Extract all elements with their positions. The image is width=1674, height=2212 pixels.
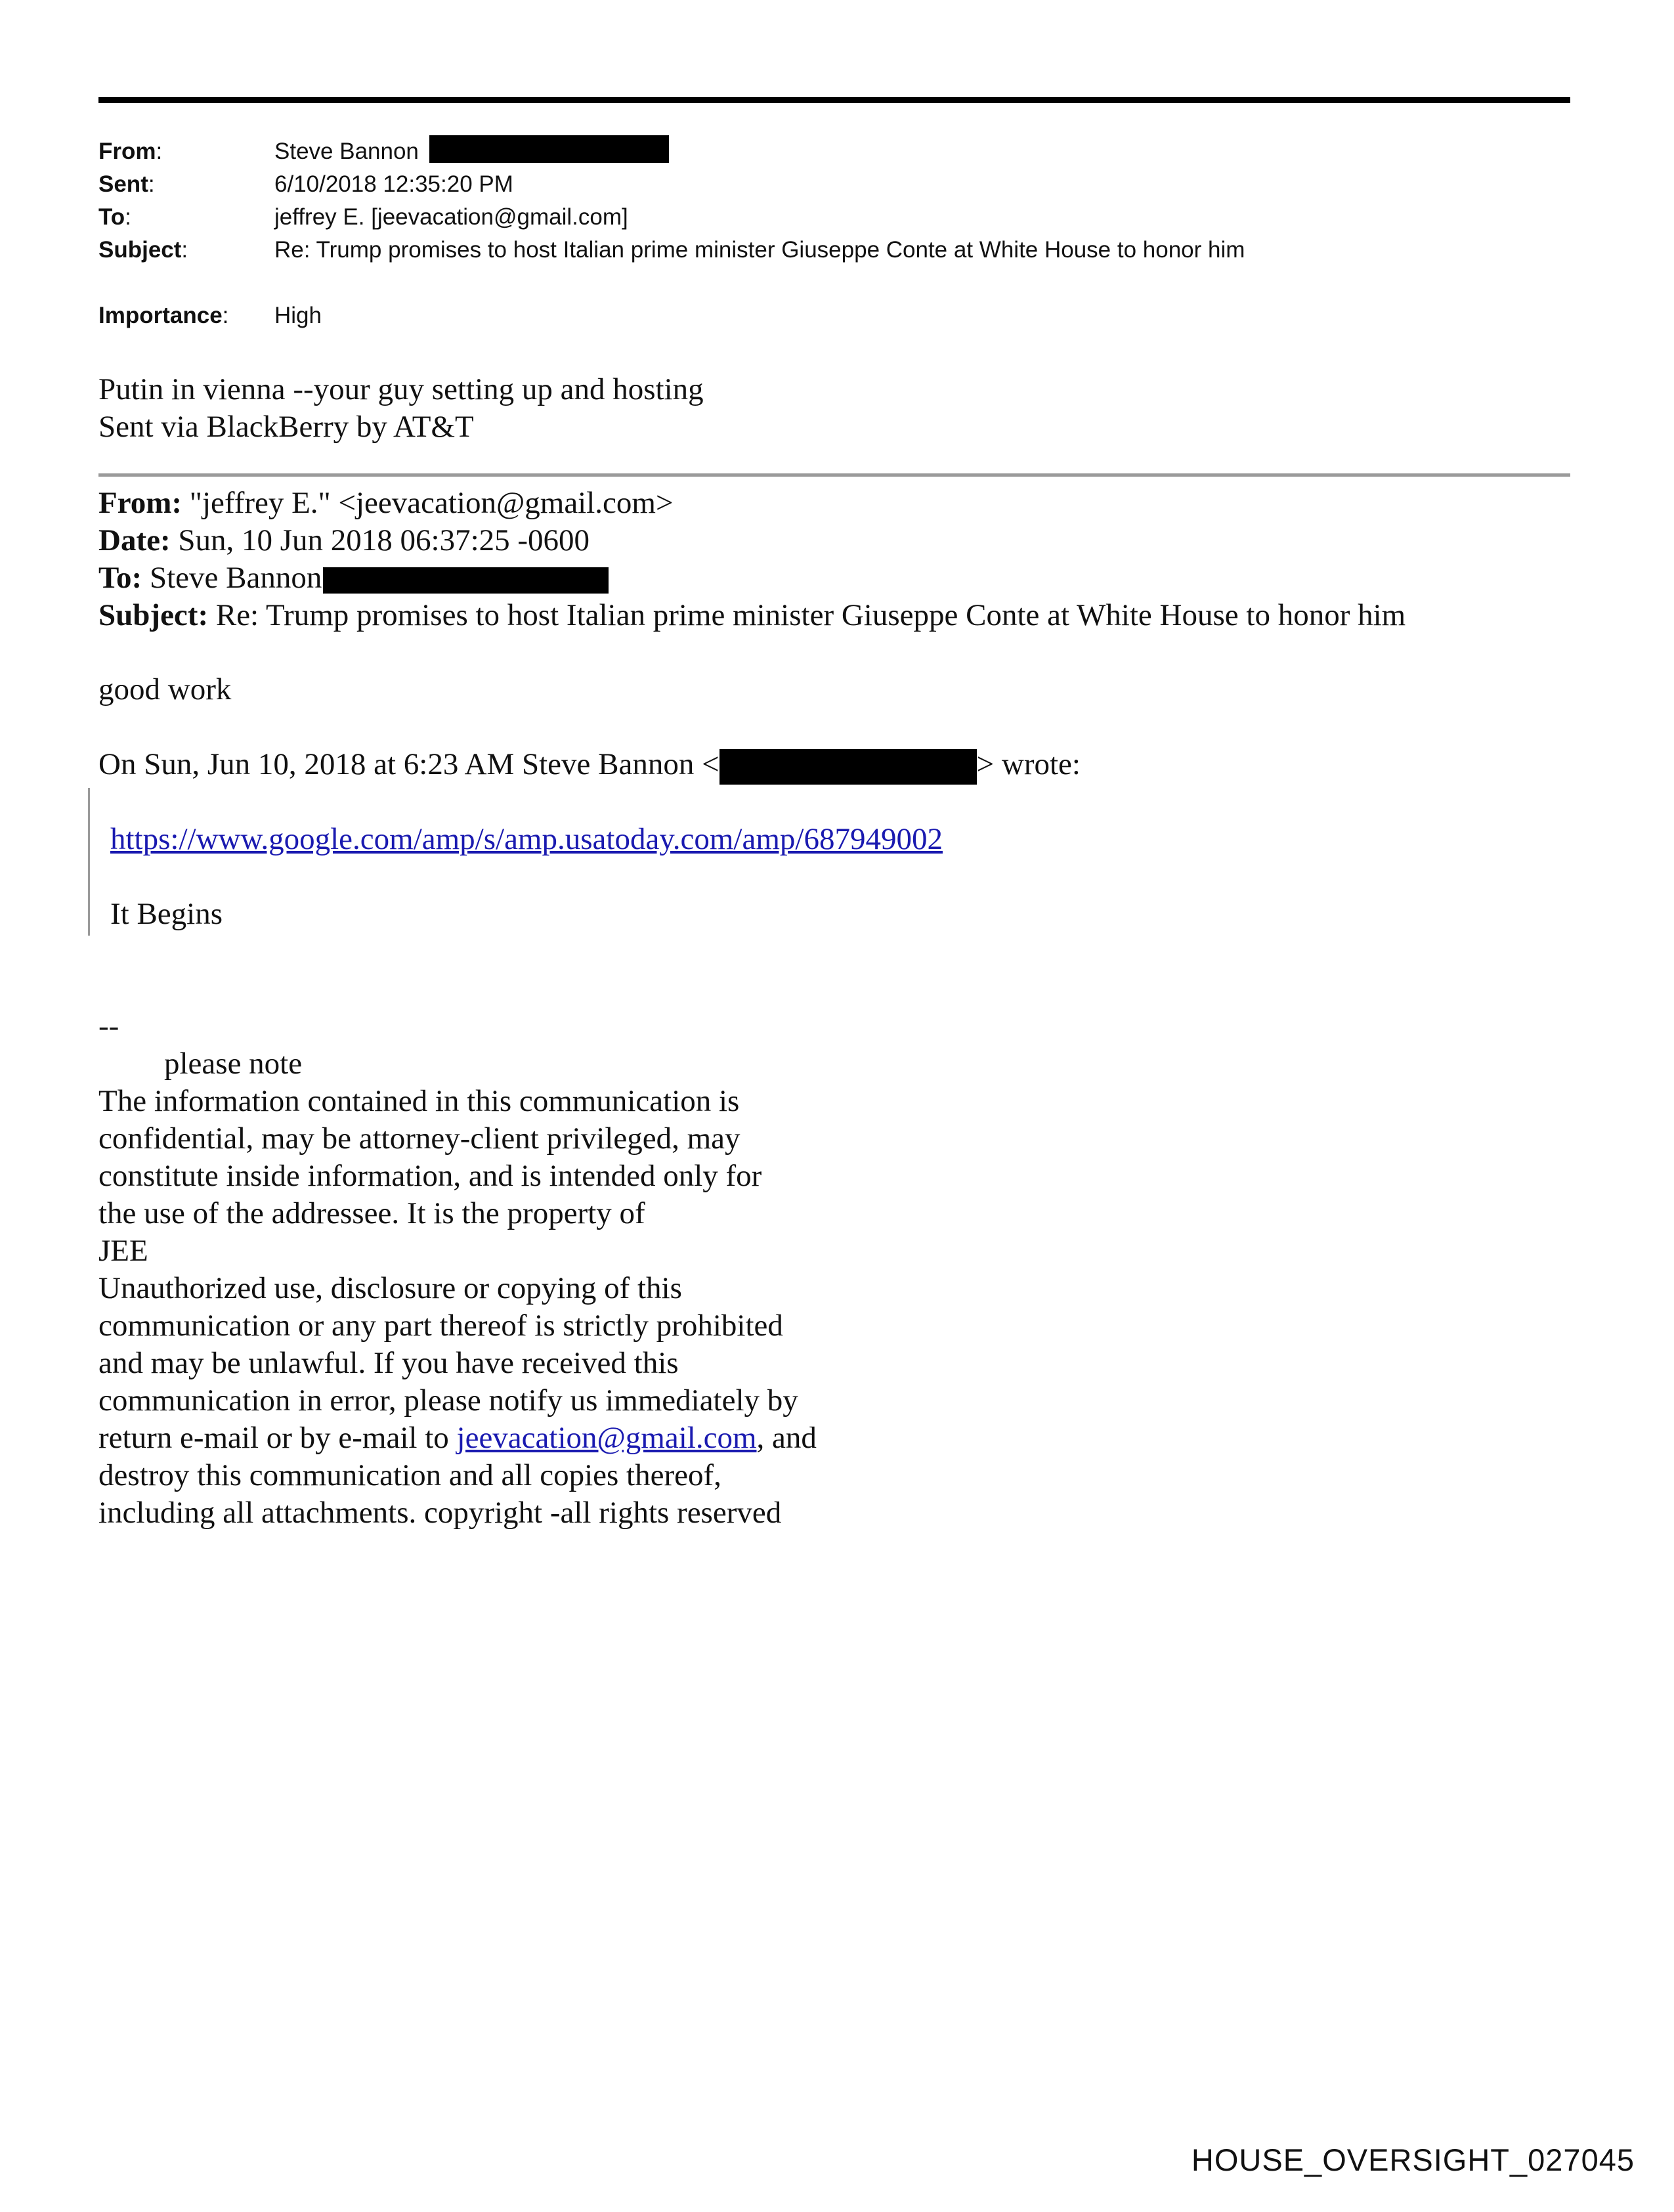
redaction-box	[323, 567, 609, 594]
quote-attribution	[98, 746, 1081, 785]
inner-subject-value: Re: Trump promises to host Italian prime minister Giuseppe Conte at White House to honor him	[208, 598, 1406, 632]
from-label: From	[98, 139, 156, 164]
disclaimer-line: confidential, may be attorney-client privileged, may	[98, 1121, 740, 1156]
to-value: jeffrey E. [jeevacation@gmail.com]	[274, 204, 628, 230]
inner-from-label: From:	[98, 486, 182, 520]
importance-label: Importance	[98, 303, 223, 328]
please-note: please note	[164, 1047, 303, 1081]
inner-date-value: Sun, 10 Jun 2018 06:37:25 -0600	[170, 523, 590, 557]
from-row: From: Steve Bannon	[98, 135, 1245, 168]
disclaimer-line: communication in error, please notify us immediately by	[98, 1383, 798, 1418]
attribution-suffix: > wrote:	[976, 747, 1081, 781]
to-label: To	[98, 204, 125, 230]
inner-date-label: Date:	[98, 523, 171, 557]
outer-body-signature: Sent via BlackBerry by AT&T	[98, 410, 474, 444]
outer-body-line: Putin in vienna --your guy setting up and hosting	[98, 372, 704, 406]
disclaimer-line: and may be unlawful. If you have received this	[98, 1346, 679, 1380]
disclaimer-line: communication or any part thereof is strictly prohibited	[98, 1309, 783, 1343]
importance-value: High	[274, 303, 322, 328]
signature-block	[98, 1008, 817, 1532]
subject-label: Subject	[98, 237, 182, 263]
reply-text: good work	[98, 672, 232, 706]
outer-email-header	[98, 135, 1245, 332]
disclaimer-line: including all attachments. copyright -all rights reserved	[98, 1496, 782, 1530]
inner-date-row	[98, 522, 1406, 559]
inner-from-value: "jeffrey E." <jeevacation@gmail.com>	[182, 486, 674, 520]
inner-to-label: To:	[98, 561, 142, 595]
signature-dashes: --	[98, 1009, 119, 1043]
disclaimer-line: JEE	[98, 1234, 148, 1268]
importance-row: Importance: High	[98, 299, 1245, 332]
disclaimer-line: the use of the addressee. It is the property of	[98, 1196, 645, 1230]
redaction-box	[429, 135, 669, 163]
disclaimer-line: Unauthorized use, disclosure or copying of this	[98, 1271, 682, 1305]
attribution-prefix: On Sun, Jun 10, 2018 at 6:23 AM Steve Bannon <	[98, 747, 719, 781]
quoted-link-line	[110, 821, 943, 858]
inner-from-row	[98, 485, 1406, 522]
separator-rule	[98, 473, 1570, 477]
disclaimer-line: The information contained in this communication is	[98, 1084, 740, 1118]
inner-email-header	[98, 485, 1406, 634]
disclaimer-email-line: return e-mail or by e-mail to jeevacation@gmail.com, and	[98, 1421, 817, 1455]
quoted-text: It Begins	[110, 897, 223, 931]
outer-message-body	[98, 371, 704, 446]
redaction-box	[719, 749, 977, 785]
sent-label: Sent	[98, 171, 148, 197]
email-link[interactable]: jeevacation@gmail.com	[456, 1421, 757, 1455]
sent-row: Sent: 6/10/2018 12:35:20 PM	[98, 168, 1245, 201]
from-value: Steve Bannon	[274, 139, 419, 164]
article-link[interactable]: https://www.google.com/amp/s/amp.usatoday.com/amp/687949002	[110, 822, 943, 856]
disclaimer-line: destroy this communication and all copies thereof,	[98, 1458, 721, 1492]
subject-row: Subject: Re: Trump promises to host Italian prime minister Giuseppe Conte at White House to honor him	[98, 234, 1245, 267]
quote-bar	[88, 788, 90, 936]
subject-value: Re: Trump promises to host Italian prime minister Giuseppe Conte at White House to honor him	[274, 237, 1245, 263]
disclaimer-line: constitute inside information, and is intended only for	[98, 1159, 762, 1193]
top-rule	[98, 97, 1570, 103]
inner-subject-row	[98, 597, 1406, 634]
bates-number: HOUSE_OVERSIGHT_027045	[1191, 2142, 1635, 2177]
inner-subject-label: Subject:	[98, 598, 209, 632]
to-row: To: jeffrey E. [jeevacation@gmail.com]	[98, 201, 1245, 234]
sent-value: 6/10/2018 12:35:20 PM	[274, 171, 513, 197]
inner-to-row	[98, 559, 1406, 597]
inner-to-value: Steve Bannon	[142, 561, 322, 595]
